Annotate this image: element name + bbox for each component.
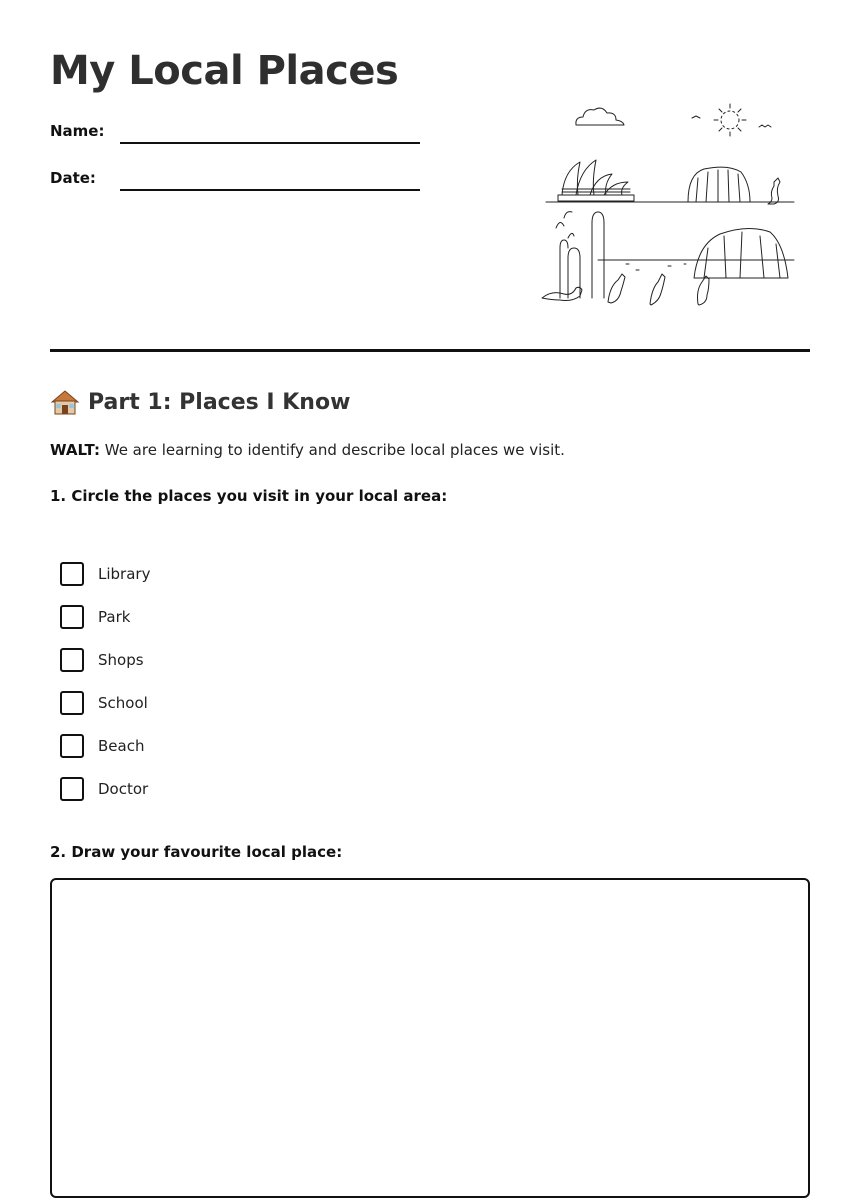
sun-icon: [714, 104, 746, 136]
place-checkbox[interactable]: [60, 691, 84, 715]
name-label: Name:: [50, 122, 105, 140]
part1-heading: [50, 388, 350, 416]
place-label: Beach: [98, 736, 145, 755]
question-1: 1. Circle the places you visit in your local area:: [50, 487, 448, 505]
place-item: [60, 724, 150, 767]
australian-landmarks-illustration: [538, 98, 800, 312]
walt-statement: [50, 441, 565, 459]
cactus-icon: [556, 212, 604, 298]
drawing-area[interactable]: [50, 878, 810, 1198]
page-title: My Local Places: [50, 48, 399, 94]
section-divider: [50, 349, 810, 352]
opera-house-icon: [558, 160, 634, 201]
walt-text: We are learning to identify and describe local places we visit.: [99, 441, 565, 459]
place-item: [60, 638, 150, 681]
date-write-line[interactable]: [120, 189, 420, 191]
date-field: [50, 169, 96, 187]
place-label: Shops: [98, 650, 144, 669]
place-checkbox[interactable]: [60, 562, 84, 586]
place-item: [60, 681, 150, 724]
walt-label: WALT:: [50, 441, 100, 459]
place-label: Doctor: [98, 779, 149, 798]
question-2: 2. Draw your favourite local place:: [50, 843, 343, 861]
place-label: Park: [98, 607, 131, 626]
uluru-icon: [688, 167, 750, 202]
place-label: School: [98, 693, 148, 712]
name-field: [50, 122, 104, 140]
places-checklist: [60, 552, 150, 810]
name-write-line[interactable]: [120, 142, 420, 144]
part1-heading-text: Part 1: Places I Know: [88, 389, 351, 415]
place-label: Library: [98, 564, 151, 583]
place-item: [60, 767, 150, 810]
place-checkbox[interactable]: [60, 648, 84, 672]
place-item: [60, 595, 150, 638]
house-icon: [50, 388, 80, 416]
place-item: [60, 552, 150, 595]
place-checkbox[interactable]: [60, 777, 84, 801]
date-label: Date:: [50, 169, 96, 187]
place-checkbox[interactable]: [60, 605, 84, 629]
place-checkbox[interactable]: [60, 734, 84, 758]
